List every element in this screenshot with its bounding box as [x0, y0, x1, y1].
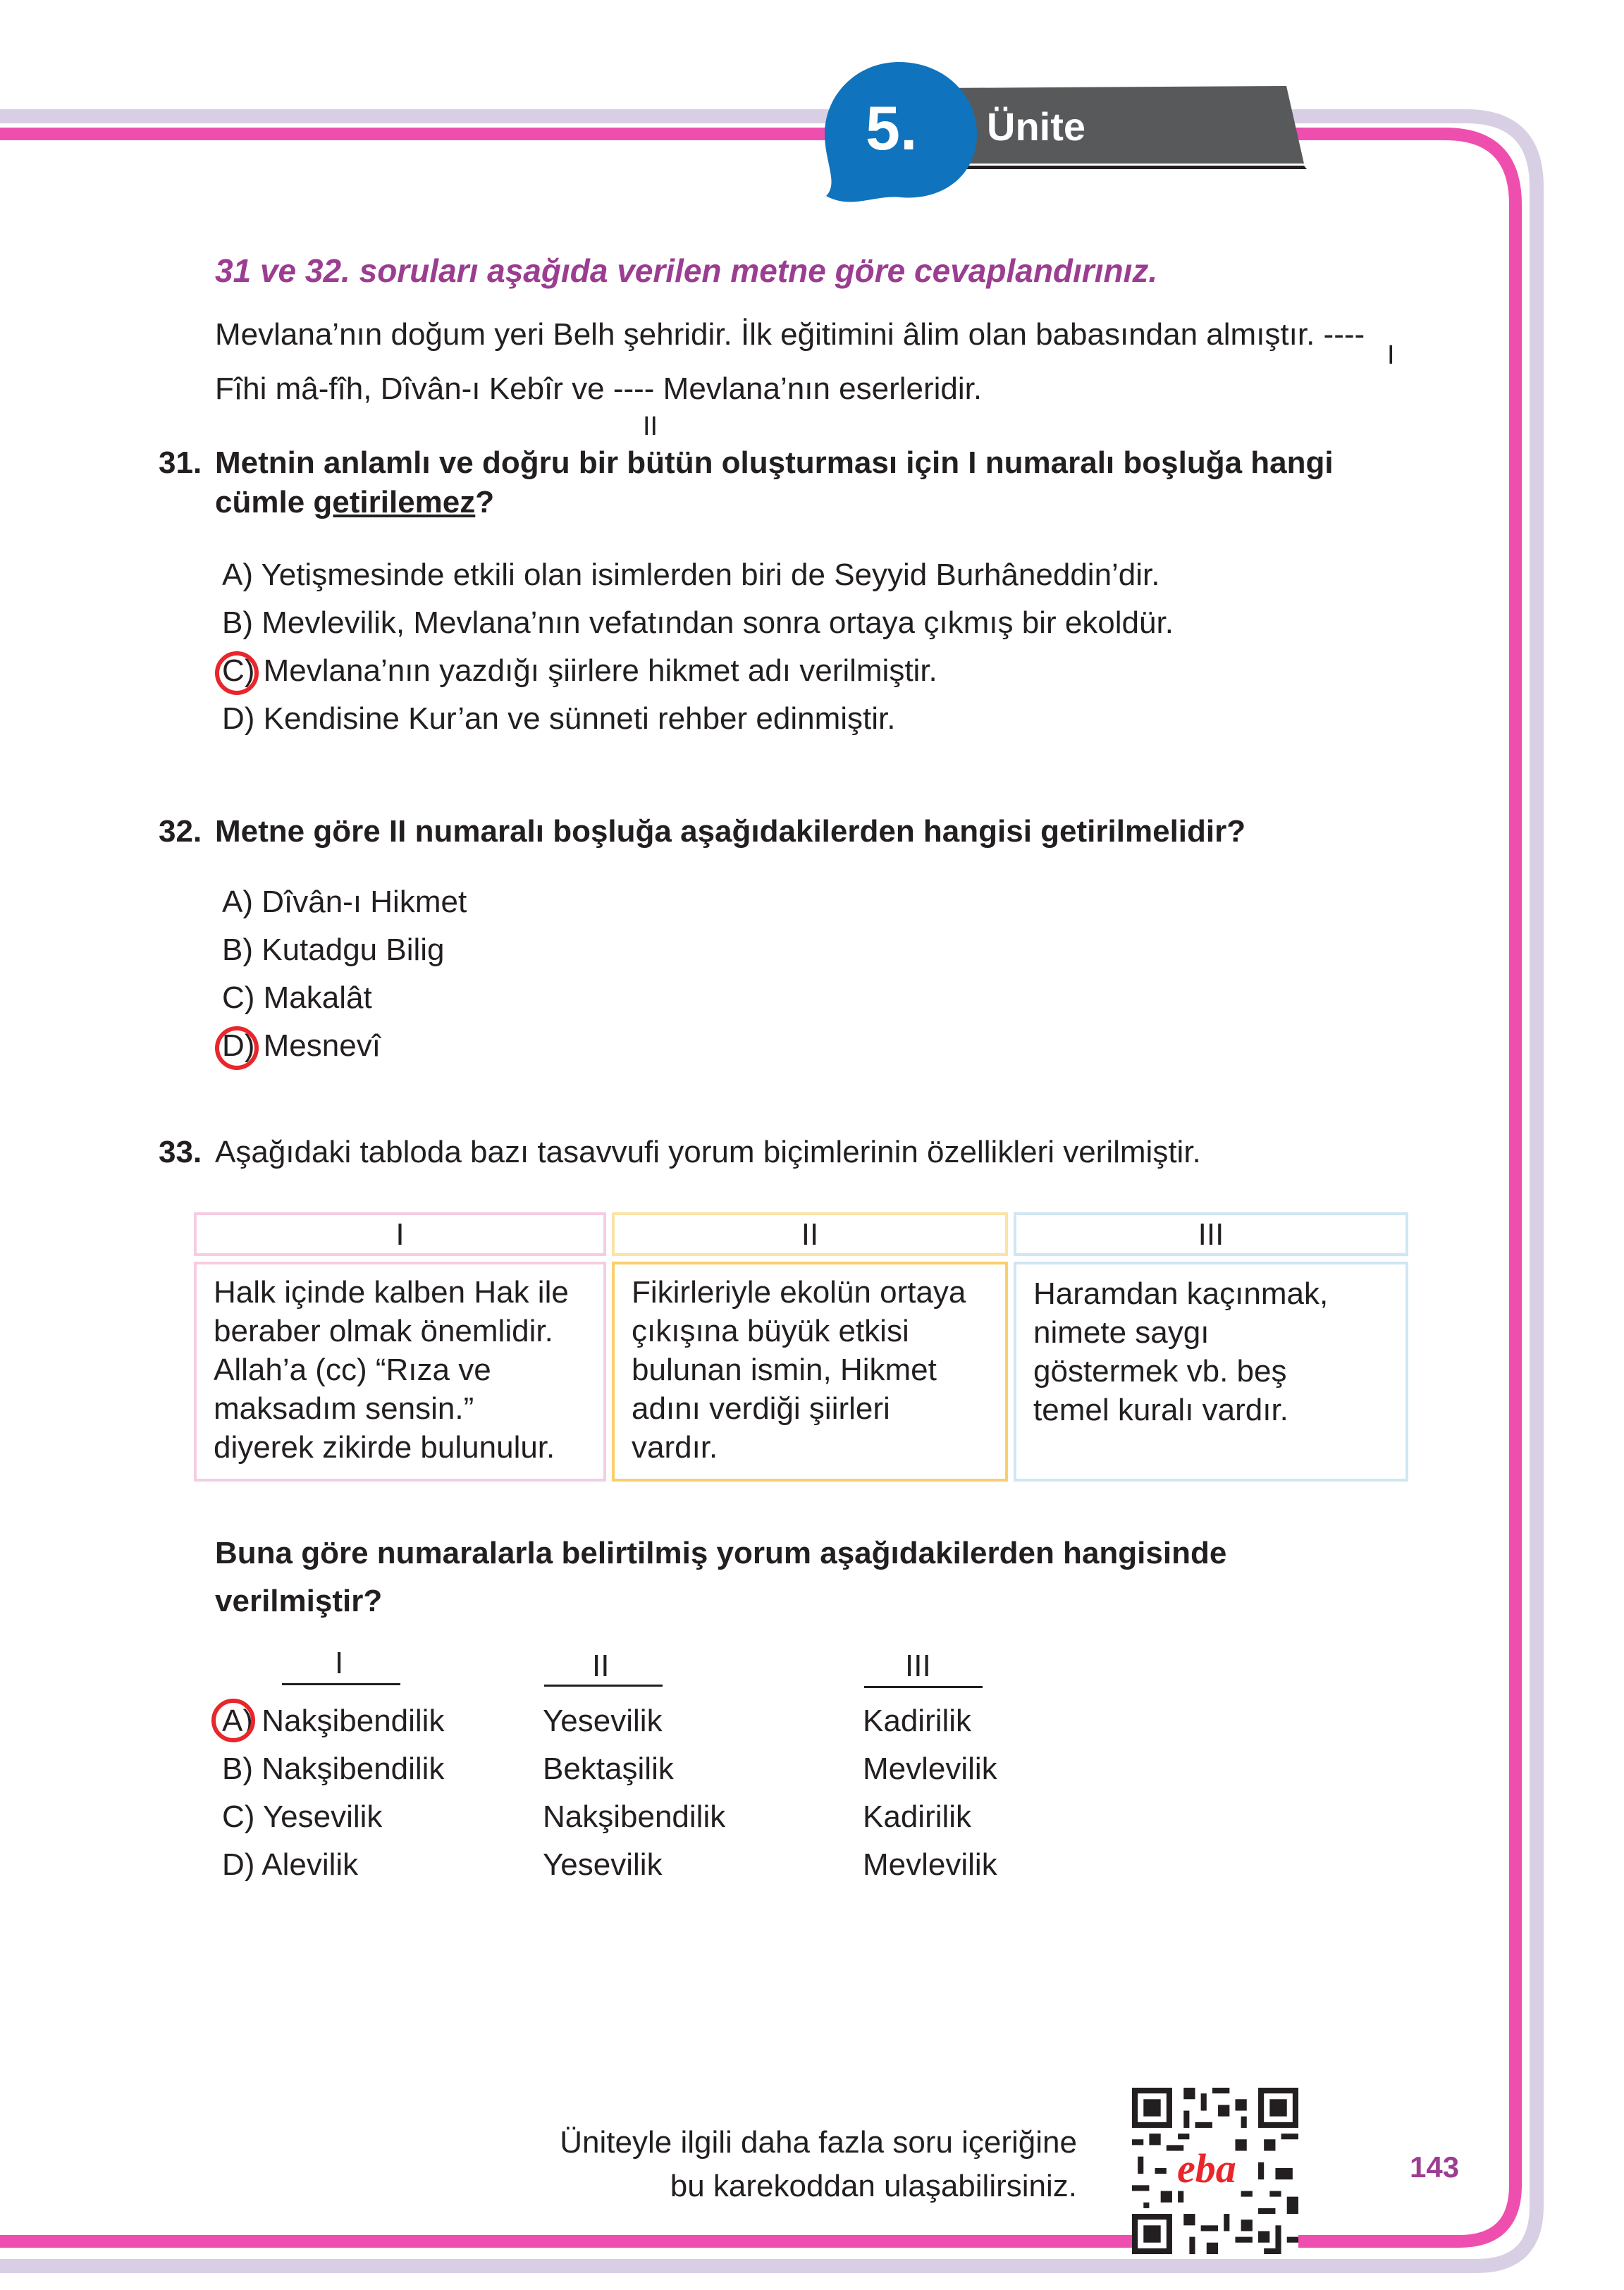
q31-emphasis: getirilemez [313, 485, 476, 519]
q31-answer-mark [215, 651, 259, 695]
q31-text-2a: cümle [215, 485, 314, 519]
table-header-iii: III [1014, 1212, 1408, 1256]
q33-option-b[interactable]: B) Nakşibendilik [222, 1752, 445, 1786]
q33-option-a-ii: Yesevilik [543, 1704, 663, 1738]
q33-option-d-iii: Mevlevilik [863, 1847, 997, 1882]
answer-header-iii-rule [864, 1686, 983, 1688]
q33-option-c[interactable]: C) Yesevilik [222, 1799, 383, 1834]
answer-header-ii-rule [544, 1685, 663, 1687]
blank-marker-1: I [1387, 340, 1395, 370]
q31-text-line-1: Metnin anlamlı ve doğru bir bütün oluşturması için I numaralı boşluğa hangi [215, 445, 1334, 480]
table-cell-ii [612, 1262, 1008, 1482]
table-header-i: I [194, 1212, 606, 1256]
answer-header-iii: III [905, 1649, 931, 1683]
answer-header-i: I [335, 1646, 344, 1680]
q33-option-d[interactable]: D) Alevilik [222, 1847, 359, 1882]
unit-number: 5. [866, 93, 918, 163]
q33-option-d-ii: Yesevilik [543, 1847, 663, 1882]
qr-code[interactable] [1132, 2088, 1298, 2254]
q31-option-d[interactable]: D) Kendisine Kur’an ve sünneti rehber edinmiştir. [222, 701, 896, 736]
table-cell-iii [1014, 1262, 1408, 1482]
q32-answer-mark [215, 1026, 259, 1070]
q32-option-d[interactable]: D) Mesnevî [222, 1028, 381, 1063]
q31-option-a[interactable]: A) Yetişmesinde etkili olan isimlerden biri de Seyyid Burhâneddin’dir. [222, 558, 1160, 592]
q32-option-a[interactable]: A) Dîvân-ı Hikmet [222, 885, 467, 919]
table-header-ii: II [612, 1212, 1008, 1256]
cell-ii-line: bulunan ismin, Hikmet [632, 1353, 937, 1387]
cell-i-line: Allah’a (cc) “Rıza ve [214, 1353, 491, 1387]
q31-number: 31. [159, 445, 202, 480]
q32-option-b[interactable]: B) Kutadgu Bilig [222, 932, 445, 967]
cell-ii-line: çıkışına büyük etkisi [632, 1314, 909, 1348]
q33-option-c-ii: Nakşibendilik [543, 1799, 726, 1834]
answer-header-ii: II [592, 1649, 610, 1683]
q33-answer-mark [211, 1699, 255, 1742]
q33-option-c-iii: Kadirilik [863, 1799, 972, 1834]
page-number: 143 [1410, 2150, 1460, 2184]
q33-option-a[interactable]: A) Nakşibendilik [222, 1704, 445, 1738]
q31-text-line-2 [215, 483, 494, 522]
unit-label: Ünite [987, 104, 1085, 149]
blank-marker-2: II [643, 412, 658, 441]
cell-i-line: beraber olmak önemlidir. [214, 1314, 553, 1348]
q33-option-b-iii: Mevlevilik [863, 1752, 997, 1786]
passage-line-1: Mevlana’nın doğum yeri Belh şehridir. İlk eğitimini âlim olan babasından almıştır. ---- [215, 317, 1365, 352]
q33-question-line-2: verilmiştir? [215, 1584, 383, 1618]
cell-iii-line: nimete saygı [1033, 1315, 1210, 1350]
table-cell-i [194, 1262, 606, 1482]
qr-brand-label: eba [1177, 2146, 1236, 2191]
cell-ii-line: adını verdiği şiirleri [632, 1391, 890, 1426]
q33-question-line-1: Buna göre numaralarla belirtilmiş yorum aşağıdakilerden hangisinde [215, 1536, 1227, 1570]
q31-option-c[interactable]: C) Mevlana’nın yazdığı şiirlere hikmet adı verilmiştir. [222, 653, 937, 688]
footer-line-2: bu karekoddan ulaşabilirsiniz. [670, 2169, 1077, 2203]
q32-number: 32. [159, 814, 202, 849]
instructions: 31 ve 32. soruları aşağıda verilen metne göre cevaplandırınız. [215, 252, 1158, 289]
passage-line-2: Fîhi mâ-fîh, Dîvân-ı Kebîr ve ---- Mevlana’nın eserleridir. [215, 371, 983, 406]
q33-option-b-ii: Bektaşilik [543, 1752, 674, 1786]
cell-i-line: Halk içinde kalben Hak ile [214, 1275, 569, 1310]
cell-ii-line: vardır. [632, 1430, 718, 1465]
q32-text: Metne göre II numaralı boşluğa aşağıdakilerden hangisi getirilmelidir? [215, 814, 1246, 849]
cell-i-line: maksadım sensin.” [214, 1391, 474, 1426]
q33-option-a-iii: Kadirilik [863, 1704, 972, 1738]
cell-iii-line: göstermek vb. beş [1033, 1354, 1287, 1389]
q32-option-c[interactable]: C) Makalât [222, 980, 372, 1015]
footer-line-1: Üniteyle ilgili daha fazla soru içeriğine [560, 2125, 1077, 2160]
cell-ii-line: Fikirleriyle ekolün ortaya [632, 1275, 966, 1310]
q33-number: 33. [159, 1135, 202, 1169]
cell-iii-line: temel kuralı vardır. [1033, 1393, 1288, 1427]
answer-header-i-rule [282, 1683, 400, 1685]
q31-text-2c: ? [475, 485, 495, 519]
q33-text: Aşağıdaki tabloda bazı tasavvufi yorum biçimlerinin özellikleri verilmiştir. [215, 1135, 1201, 1169]
q31-option-b[interactable]: B) Mevlevilik, Mevlana’nın vefatından sonra ortaya çıkmış bir ekoldür. [222, 605, 1174, 640]
cell-iii-line: Haramdan kaçınmak, [1033, 1276, 1329, 1311]
cell-i-line: diyerek zikirde bulunulur. [214, 1430, 555, 1465]
